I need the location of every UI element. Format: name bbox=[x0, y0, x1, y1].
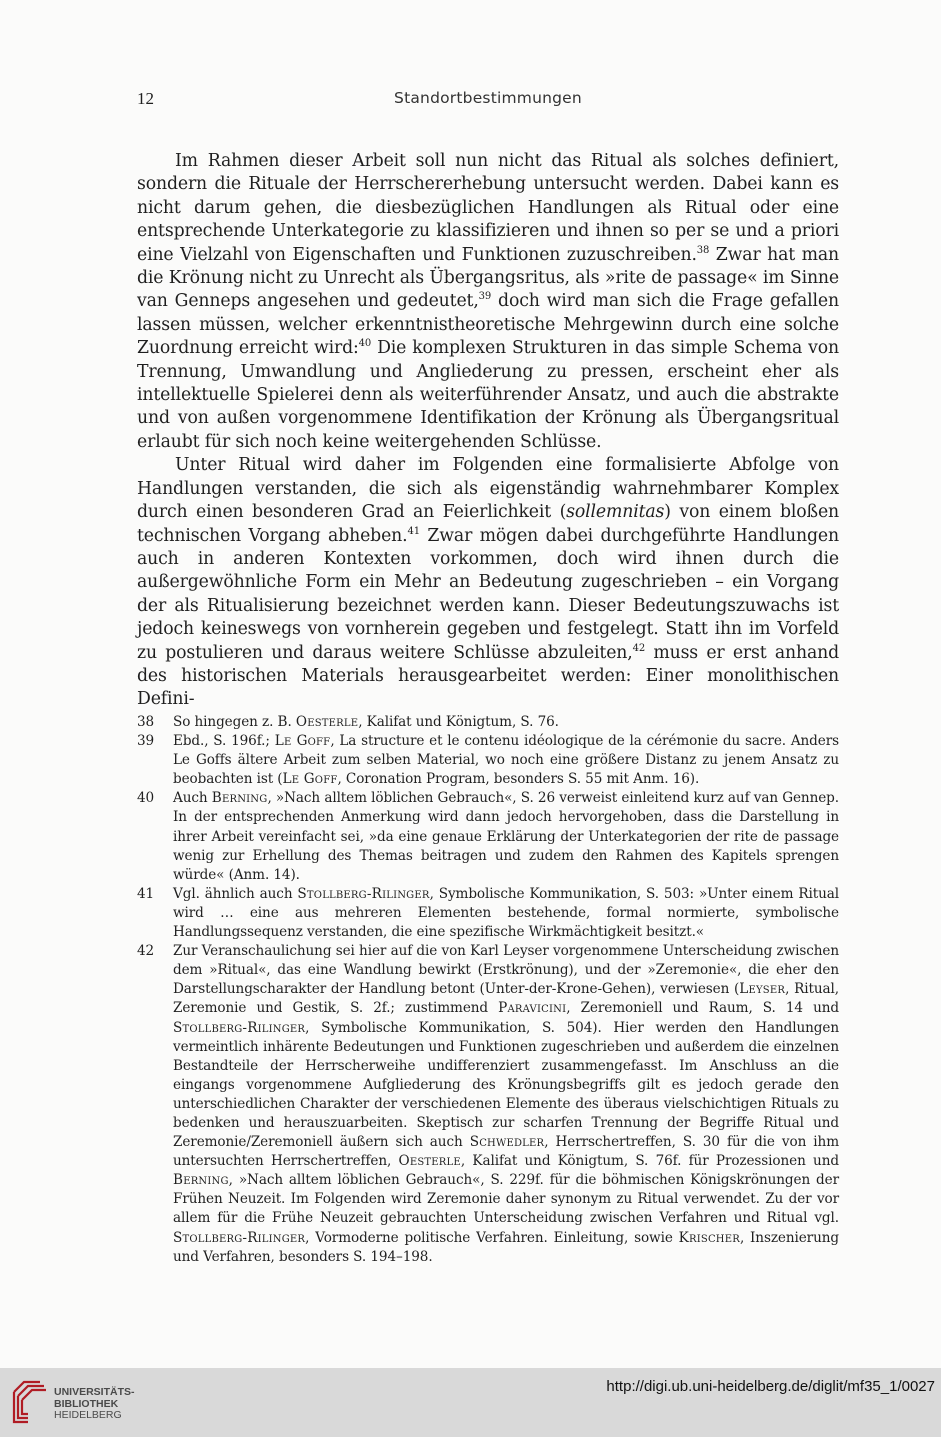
text-run: doch wird man sich die Frage gefallen lassen müssen, welcher erkenntnistheoretische Mehrgewinn durch eine solche Zuordnung erreicht wird: bbox=[137, 291, 839, 359]
footnote-ref-41[interactable]: 41 bbox=[407, 525, 420, 537]
text-run: Zur Veranschaulichung sei hier auf die von Karl Leyser vorgenommene Unterscheidung zwischen dem »Ritual«, das eine Wandlung bewirkt (Erstkrönung), und der »Zeremonie«, die eher den Darstellungscharakter der Handlung betont (Unter-der-Krone-Gehen), verwiesen ( bbox=[173, 943, 839, 998]
text-run: , »Nach alltem löblichen Gebrauch«, S. 229f. für die böhmischen Königskrönungen der Frühen Neuzeit. Im Folgenden wird Zeremonie daher synonym zu Ritual verwendet. Zu der vor allem für die Frühe Neuzeit gebrauchten Unterscheidung zwischen Verfahren und Ritual vgl. bbox=[173, 1172, 839, 1227]
footnote-number: 38 bbox=[137, 714, 155, 730]
permalink-url[interactable]: http://digi.ub.uni-heidelberg.de/diglit/mf35_1/0027 bbox=[606, 1378, 935, 1395]
text-run: Im Rahmen dieser Arbeit soll nun nicht das Ritual als solches definiert, sondern die Rituale der Herrschererhebung untersucht werden. Dabei kann es nicht darum gehen, die diesbezüglichen Handlungen als Ritual oder eine entsprechende Unterkategorie zu klassifizieren und ihnen so per se und a priori eine Vielzahl von Eigenschaften und Funktionen zuzuschreiben. bbox=[137, 151, 839, 265]
text-run: Vgl. ähnlich auch bbox=[173, 885, 298, 902]
text-run: , Inszenierung und Verfahren, besonders S. 194–198. bbox=[173, 1229, 839, 1265]
author-name: Oesterle bbox=[295, 714, 359, 730]
text-run: , Ritual, Zeremonie und Gestik, S. 2f.; zustimmend bbox=[173, 981, 839, 1017]
text-run: , La structure et le contenu idéologique de la cérémonie du sacre. Anders Le Goffs ältere Arbeit zum selben Material, wo noch eine größere Distanz zu jenem Ansatz zu beobachten ist ( bbox=[173, 733, 840, 788]
author-name: Schwedler bbox=[469, 1134, 545, 1151]
author-name: Le Goff bbox=[282, 771, 338, 788]
author-name: Berning bbox=[211, 790, 268, 807]
footnote-ref-42[interactable]: 42 bbox=[632, 642, 646, 654]
text-run: So hingegen z. B. bbox=[173, 714, 296, 730]
text-run: Auch bbox=[173, 790, 212, 807]
library-name bbox=[54, 1387, 135, 1422]
author-name: Leyser bbox=[739, 981, 786, 998]
paragraph bbox=[137, 454, 839, 711]
running-head bbox=[137, 89, 839, 111]
author-name: Le Goff bbox=[274, 733, 331, 750]
footnote-38 bbox=[137, 713, 839, 732]
footnote-number: 39 bbox=[137, 733, 155, 750]
author-name: Stollberg-Rilinger bbox=[173, 1019, 306, 1036]
paragraph bbox=[137, 150, 839, 454]
text-run: , »Nach alltem löblichen Gebrauch«, S. 26 verweist einleitend kurz auf van Gennep. In der entsprechenden Anmerkung wird dann jedoch hervorgehoben, dass die Darstellung in ihrer Arbeit vereinfacht sei, »da eine genaue Erklärung der Unterkategorien der rite de passage wenig zur Erhellung des Themas beitragen und zudem den Rahmen des Kapitels sprengen würde« (Anm. 14). bbox=[173, 790, 839, 883]
footnote-40 bbox=[137, 789, 839, 884]
viewer-footer bbox=[0, 1368, 941, 1437]
text-run: , Zeremoniell und Raum, S. 14 und bbox=[566, 1000, 839, 1017]
text-run: , Symbolische Kommunikation, S. 503: »Unter einem Ritual wird … eine aus mehreren Elementen bestehende, formal normierte, symbolische Handlungssequenz verstanden, die eine spezifische Wirkmächtigkeit besitzt.« bbox=[173, 885, 840, 941]
library-name-line: BIBLIOTHEK bbox=[54, 1397, 119, 1410]
page-number: 12 bbox=[137, 89, 154, 108]
footnote-ref-38[interactable]: 38 bbox=[696, 244, 710, 256]
footnote-ref-40[interactable]: 40 bbox=[358, 338, 372, 350]
library-name-line: HEIDELBERG bbox=[54, 1409, 122, 1421]
text-run: Die komplexen Strukturen in das simple Schema von Trennung, Umwandlung und Angliederung zu pressen, erscheint eher als intellektuelle Spielerei denn als weiterführender Ansatz, und auch die abstrakte und von außen vorgenommene Identifikation der Krönung als Übergangsritual erlaubt für sich noch keine weitergehenden Schlüsse. bbox=[137, 338, 839, 452]
footnote-39 bbox=[137, 732, 839, 789]
text-run: , Coronation Program, besonders S. 55 mit Anm. 16). bbox=[337, 771, 700, 788]
author-name: Berning bbox=[173, 1172, 229, 1189]
footnote-number: 42 bbox=[137, 943, 155, 960]
text-run: Ebd., S. 196f.; bbox=[173, 733, 275, 750]
text-run: , Symbolische Kommunikation, S. 504). Hier werden den Handlungen vermeintlich inhärente Bedeutungen und Funktionen zugeschrieben und außerdem die einzelnen Bestandteile der Herrscherweihe undifferenziert zusammengefasst. Im Anschluss an die eingangs vorgenommene Aufgliederung des Krönungsbegriffs gilt es jedoch gerade den unterschiedlichen Charakter der verschiedenen Elemente des überaus vielschichtigen Rituals zu bedenken und herauszuarbeiten. Skeptisch zur scharfen Trennung der Begriffe Ritual und Zeremonie/Zeremoniell äußern sich auch bbox=[173, 1019, 839, 1151]
main-text bbox=[137, 150, 839, 712]
library-logo-icon[interactable] bbox=[10, 1378, 50, 1426]
author-name: Stollberg-Rilinger bbox=[173, 1229, 306, 1246]
footnote-ref-39[interactable]: 39 bbox=[478, 291, 492, 303]
library-name-line: UNIVERSITÄTS- bbox=[54, 1386, 135, 1398]
text-run: , Kalifat und Königtum, S. 76f. für Prozessionen und bbox=[460, 1153, 839, 1170]
footnote-41 bbox=[137, 885, 839, 942]
author-name: Oesterle bbox=[398, 1153, 461, 1170]
footnote-42 bbox=[137, 942, 839, 1267]
author-name: Paravicini bbox=[498, 1000, 567, 1017]
footnote-number: 41 bbox=[137, 885, 155, 902]
text-run: , Vormoderne politische Verfahren. Einleitung, sowie bbox=[305, 1229, 679, 1246]
text-run: , Kalifat und Königtum, S. 76. bbox=[358, 714, 559, 730]
text-run: Zwar mögen dabei durchgeführte Handlungen auch in anderen Kontexten vorkommen, doch wird ihnen durch die außergewöhnliche Form ein Mehr an Bedeutung zugeschrieben – ein Vorgang der als Ritualisierung bezeichnet werden kann. Dieser Bedeutungszuwachs ist jedoch keineswegs von vornherein gegeben und festgelegt. Statt ihn im Vorfeld zu postulieren und daraus weitere Schlüsse abzuleiten, bbox=[137, 525, 839, 663]
running-title: Standortbestimmungen bbox=[394, 89, 582, 107]
text-run: Zwar hat man die Krönung nicht zu Unrecht als Übergangsritus, als »rite de passage« im Sinne van Genneps angesehen und gedeutet, bbox=[137, 244, 839, 312]
footnote-number: 40 bbox=[137, 790, 155, 807]
footnotes bbox=[137, 713, 839, 1267]
text-run: Unter Ritual wird daher im Folgenden eine formalisierte Abfolge von Handlungen verstanden, die sich als eigenständig wahrnehmbarer Komplex durch einen besonderen Grad an Feierlichkeit ( bbox=[137, 455, 839, 523]
italic-term: sollemnitas bbox=[566, 502, 665, 523]
text-run: , Herrschertreffen, S. 30 für die von ihm untersuchten Herrschertreffen, bbox=[173, 1134, 839, 1170]
author-name: Krischer bbox=[678, 1229, 740, 1246]
text-run: muss er erst anhand des historischen Materials herausgearbeitet werden: Einer monolithischen Defini- bbox=[137, 642, 839, 710]
text-run: ) von einem bloßen technischen Vorgang abheben. bbox=[137, 502, 839, 546]
author-name: Stollberg-Rilinger bbox=[297, 885, 430, 902]
